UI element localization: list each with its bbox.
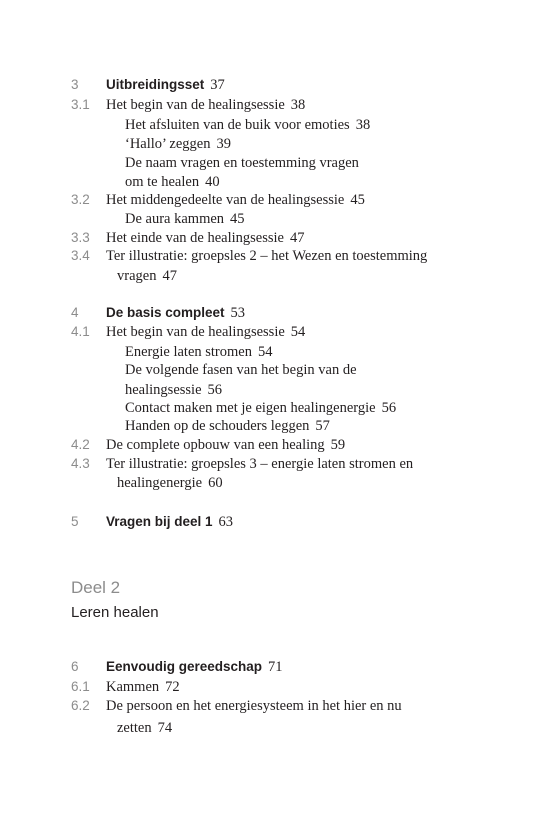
toc-page-number: 38 [290,97,306,113]
toc-number: 4.2 [71,437,90,452]
toc-page-number: 60 [208,475,223,491]
toc-entry-title: De complete opbouw van een healing [106,437,325,453]
toc-entry-title: om te healen [125,174,200,190]
toc-entry [125,360,357,380]
toc-number: 3 [71,77,79,92]
toc-entry [125,153,359,173]
toc-entry-title: Het afsluiten van de buik voor emoties [125,117,350,133]
toc-page-number: 39 [216,136,231,152]
toc-entry [106,454,413,474]
toc-page-number: 54 [257,344,273,360]
toc-page-number: 63 [218,514,234,530]
toc-page-number: 47 [289,230,305,246]
toc-entry-title: healingsessie [125,382,202,398]
toc-page-number: 37 [210,77,225,93]
toc-entry-title: De volgende fasen van het begin van de [125,362,357,378]
toc-entry [106,303,245,323]
toc-entry-title: Ter illustratie: groepsles 2 – het Wezen en toestemming [106,248,428,264]
toc-entry [125,380,222,400]
toc-page-number: 53 [230,305,246,321]
toc-number: 6.1 [71,679,90,694]
toc-entry [106,190,365,210]
toc-number: 3.2 [71,192,90,207]
toc-entry [106,246,427,266]
toc-page-number: 71 [268,659,283,675]
toc-entry-title: Handen op de schouders leggen [125,418,310,434]
toc-number: 3.1 [71,97,90,112]
toc-number: 4.3 [71,456,90,471]
toc-number: 5 [71,514,79,529]
toc-entry-title: zetten [117,720,152,736]
toc-entry-title: De naam vragen en toestemming vragen [125,155,359,171]
toc-entry [117,718,172,738]
toc-entry-title: Contact maken met je eigen healingenergie [125,400,376,416]
toc-entry [106,435,345,455]
toc-entry-title: ‘Hallo’ zeggen [125,136,211,152]
toc-entry [106,512,233,532]
toc-entry [125,115,370,135]
toc-entry [125,398,396,418]
toc-entry-title: Kammen [106,679,160,695]
toc-page-number: 47 [162,268,177,284]
toc-entry [106,75,225,95]
toc-page-number: 54 [290,324,306,340]
toc-number: 6.2 [71,698,90,713]
toc-entry-title: Vragen bij deel 1 [106,514,213,529]
toc-entry-title: Het begin van de healingsessie [106,97,285,113]
toc-number: 3.4 [71,248,90,263]
toc-page-number: 40 [205,174,220,190]
part-title: Leren healen [71,604,159,621]
toc-entry-title: De basis compleet [106,305,225,320]
toc-entry [106,322,305,342]
toc-entry-title: Uitbreidingsset [106,77,205,92]
toc-entry [117,266,177,286]
toc-page-number: 56 [207,382,223,398]
toc-number: 6 [71,659,79,674]
toc-entry [125,342,272,362]
toc-page-number: 72 [165,679,180,695]
toc-entry [117,473,223,493]
toc-entry [106,677,180,697]
toc-entry [106,228,304,248]
toc-entry [106,95,305,115]
toc-page-number: 74 [157,720,173,736]
toc-number: 3.3 [71,230,90,245]
toc-entry-title: Het begin van de healingsessie [106,324,285,340]
toc-number: 4.1 [71,324,90,339]
toc-entry [106,657,283,677]
toc-page-number: 45 [350,192,365,208]
toc-entry-title: Het einde van de healingsessie [106,230,284,246]
toc-entry-title: healingenergie [117,475,203,491]
toc-page-number: 57 [315,418,330,434]
toc-entry [106,696,402,716]
toc-entry-title: De aura kammen [125,211,225,227]
toc-page-number: 45 [230,211,245,227]
toc-page-number: 56 [381,400,397,416]
toc-entry-title: De persoon en het energiesysteem in het hier en nu [106,698,402,714]
toc-entry-title: Energie laten stromen [125,344,252,360]
toc-entry [125,172,220,192]
toc-page-number: 59 [330,437,346,453]
toc-entry [125,416,330,436]
toc-entry-title: Het middengedeelte van de healingsessie [106,192,345,208]
toc-entry-title: Eenvoudig gereedschap [106,659,263,674]
toc-entry-title: vragen [117,268,157,284]
toc-number: 4 [71,305,79,320]
part-label: Deel 2 [71,578,121,597]
toc-entry [125,209,245,229]
toc-entry-title: Ter illustratie: groepsles 3 – energie laten stromen en [106,456,414,472]
toc-entry [125,134,231,154]
toc-page-number: 38 [355,117,371,133]
